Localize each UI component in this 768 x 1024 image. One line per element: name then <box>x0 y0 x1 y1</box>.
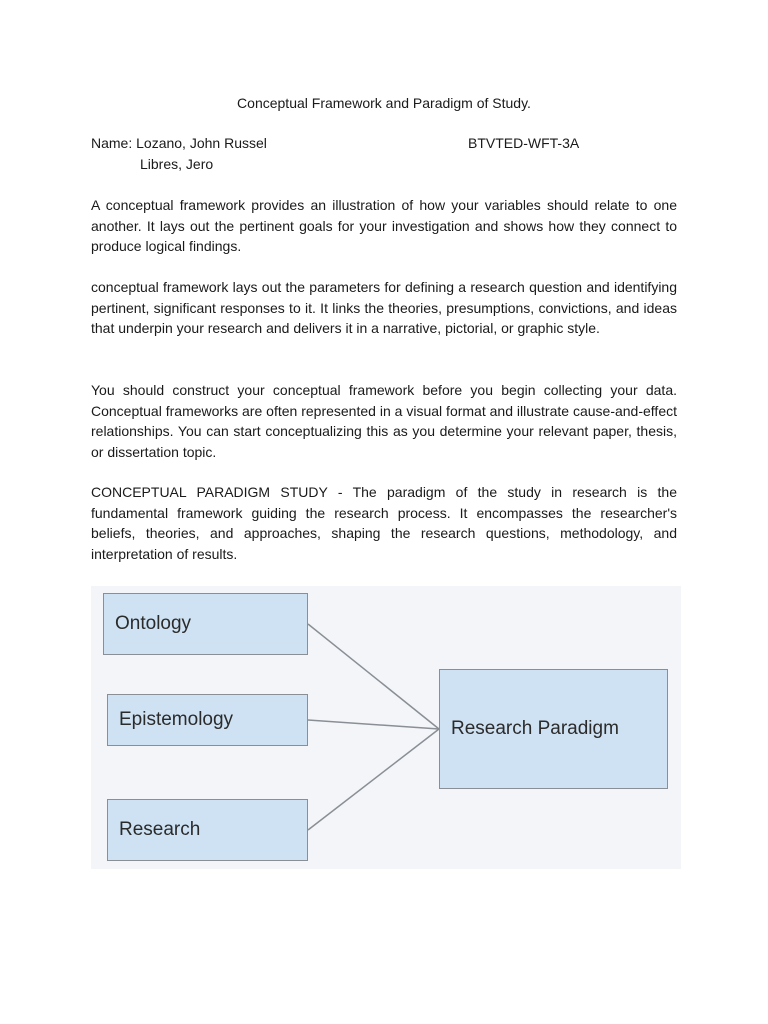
research-paradigm-diagram <box>91 586 681 869</box>
research-box: Research <box>107 799 308 861</box>
author-name-label: Name: Lozano, John Russel <box>91 135 267 151</box>
paragraph-framework-parameters: conceptual framework lays out the parameters for defining a research question and identifying pertinent, significant responses to it. It links the theories, presumptions, convictions, and ideas that underpin your research and delivers it in a narrative, pictorial, or graphic style. <box>91 279 677 337</box>
paragraph-conceptual-paradigm: CONCEPTUAL PARADIGM STUDY - The paradigm of the study in research is the fundamental framework guiding the research process. It encompasses the researcher's beliefs, theories, and approaches, shaping the research questions, methodology, and interpretation of results. <box>91 484 677 562</box>
paragraph-conceptual-framework-definition: A conceptual framework provides an illustration of how your variables should relate to one another. It lays out the pertinent goals for your investigation and shows how they connect to produce logical findings. <box>91 197 677 255</box>
paragraph-construct-framework: You should construct your conceptual framework before you begin collecting your data. Conceptual frameworks are often represented in a visual format and illustrate cause-and-effect relationships. You can start conceptualizing this as you determine your relevant paper, thesis, or dissertation topic. <box>91 382 677 460</box>
second-author-name: Libres, Jero <box>140 156 214 172</box>
connector-research <box>308 729 439 830</box>
ontology-box: Ontology <box>103 593 308 655</box>
connector-epistemology <box>308 720 439 729</box>
epistemology-box: Epistemology <box>107 694 308 746</box>
research-paradigm-box: Research Paradigm <box>439 669 668 789</box>
class-code: BTVTED-WFT-3A <box>468 135 580 151</box>
document-title: Conceptual Framework and Paradigm of Study. <box>237 95 531 111</box>
connector-ontology <box>308 624 439 729</box>
